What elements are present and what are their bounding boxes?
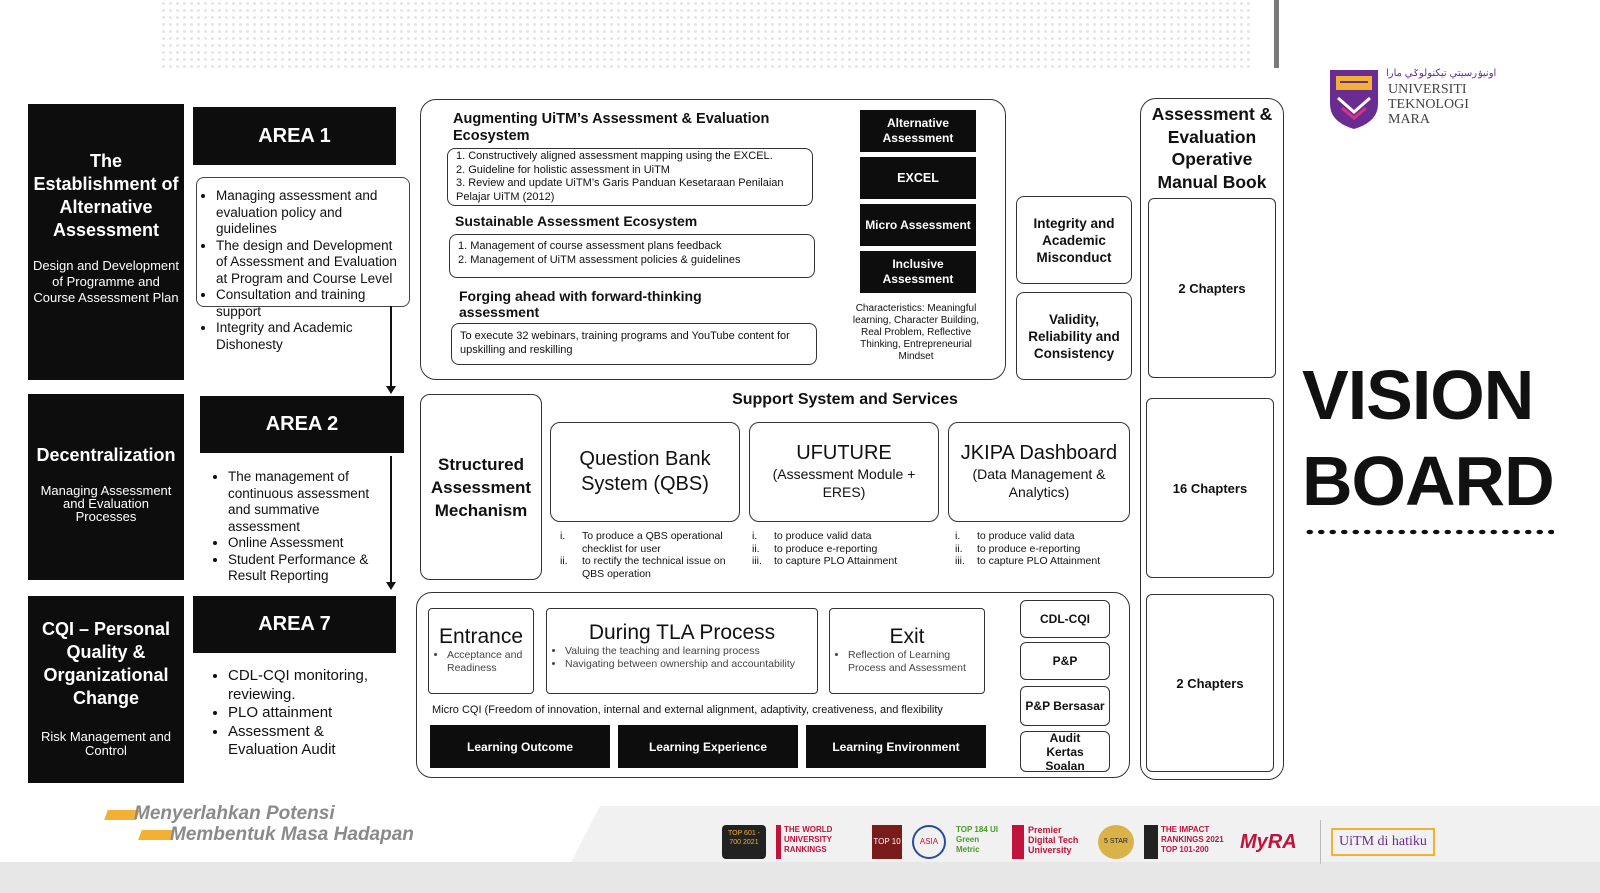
list-item: • PLO attainment — [228, 704, 392, 723]
qbs-title: Question Bank System (QBS) — [579, 448, 711, 495]
list-item: • Acceptance and Readiness — [447, 649, 527, 675]
uitm-logo — [1328, 68, 1497, 132]
slogan-line-2: Membentuk Masa Hadapan — [170, 824, 414, 845]
qbs-card — [550, 422, 740, 522]
jkipa-card — [948, 422, 1130, 522]
badge-the-impact: THE IMPACT RANKINGS 2021 TOP 101-200 — [1144, 825, 1230, 859]
list-item: 2. Management of UiTM assessment policies & guidelines — [458, 253, 741, 266]
structured-assessment-box: Structured Assessment Mechanism — [420, 394, 542, 580]
area-2-list — [212, 469, 382, 585]
side-pnp-bersasar: P&P Bersasar — [1020, 686, 1110, 726]
manual-title: Assessment & Evaluation Operative Manual Book — [1151, 104, 1273, 192]
badge-uitm-di-hatiku: UiTM di hatiku — [1331, 828, 1435, 856]
area-2-header: AREA 2 — [200, 396, 404, 453]
list-item: • Valuing the teaching and learning process — [565, 645, 811, 658]
list-index: i. — [752, 530, 758, 542]
list-text: To produce a QBS operational checklist for user — [582, 530, 723, 555]
sustain-title: Sustainable Assessment Ecosystem — [455, 213, 698, 229]
ufuture-sub: (Assessment Module + ERES) — [772, 466, 916, 500]
area-1-list — [200, 188, 400, 353]
ufuture-items — [752, 530, 942, 568]
list-text: to produce e-reporting — [977, 542, 1081, 555]
badge-asia: ASIA — [912, 825, 946, 859]
badge-5-star: 5 STAR — [1098, 825, 1134, 859]
panel-subtitle: Managing Assessment and Evaluation Processes — [40, 483, 172, 524]
badge-premier-digital: Premier Digital Tech University — [1012, 825, 1088, 859]
list-item: • Navigating between ownership and accountability — [565, 658, 811, 671]
exit-title: Exit — [889, 625, 925, 648]
ranking-badges — [722, 818, 1502, 866]
list-text: to produce valid data — [977, 530, 1075, 542]
badge-the-world-rankings: THE WORLD UNIVERSITY RANKINGS — [776, 825, 862, 859]
dotted-map-decoration — [160, 0, 1250, 68]
label-inclusive-assessment: Inclusive Assessment — [860, 251, 976, 293]
list-index: iii. — [752, 555, 762, 567]
list-item — [955, 530, 1135, 543]
list-item — [752, 543, 942, 556]
forge-box — [451, 323, 817, 365]
ufuture-card — [749, 422, 939, 522]
side-audit-kertas-soalan: Audit Kertas Soalan — [1020, 731, 1110, 772]
during-box — [546, 608, 818, 694]
arrow-line — [390, 306, 392, 388]
logo-text — [1388, 82, 1469, 127]
uitm-crest-icon — [1328, 68, 1380, 130]
panel-cqi — [28, 596, 184, 783]
list-item: • The design and Development of Assessment and Evaluation at Program and Course Level — [216, 238, 400, 288]
list-index: ii. — [955, 542, 963, 555]
chapter-box-3: 2 Chapters — [1146, 594, 1274, 772]
list-item — [560, 555, 740, 580]
panel-alternative-assessment — [28, 104, 184, 380]
qbs-items — [560, 530, 740, 580]
logo-line-2: TEKNOLOGI — [1388, 97, 1469, 112]
label-micro-assessment: Micro Assessment — [860, 204, 976, 246]
side-cdl-cqi: CDL-CQI — [1020, 600, 1110, 638]
panel-subtitle: Design and Development of Programme and Course Assessment Plan — [33, 258, 179, 305]
logo-line-3: MARA — [1388, 112, 1431, 127]
forge-title: Forging ahead with forward-thinking assessment — [459, 288, 702, 320]
list-item — [752, 530, 942, 543]
slogan-accent-2 — [138, 830, 174, 840]
list-item — [955, 555, 1135, 568]
chapter-box-1: 2 Chapters — [1148, 198, 1276, 378]
logo-jawi: اونيۏرسيتي تيکنولوݢي مارا — [1386, 68, 1497, 79]
badge-myra: MyRA — [1240, 831, 1297, 853]
area-7-header: AREA 7 — [193, 596, 396, 653]
list-text: to produce valid data — [774, 530, 872, 542]
area-7-list — [212, 667, 392, 760]
panel-title: CQI – Personal Quality & Organizational Change — [41, 619, 171, 708]
badge-top-601-700: TOP 601 - 700 2021 — [722, 825, 766, 859]
forge-text: To execute 32 webinars, training programs and YouTube content for upskilling and reskilling — [460, 330, 790, 356]
during-list — [553, 645, 811, 671]
list-item: • Consultation and training support — [216, 287, 400, 320]
list-index: i. — [560, 530, 566, 542]
integrity-box: Integrity and Academic Misconduct — [1016, 196, 1132, 284]
learning-environment: Learning Environment — [806, 725, 986, 768]
list-index: i. — [955, 530, 961, 542]
logo-line-1: UNIVERSITI — [1388, 82, 1467, 97]
augment-list — [456, 150, 808, 204]
list-index: ii. — [752, 542, 760, 555]
list-index: ii. — [560, 555, 568, 567]
micro-cqi-text: Micro CQI (Freedom of innovation, internal and external alignment, adaptivity, creativeness, and flexibility — [432, 704, 943, 716]
label-excel: EXCEL — [860, 157, 976, 199]
entrance-list — [435, 649, 527, 675]
list-item: 3. Review and update UiTM’s Garis Panduan Kesetaraan Penilaian Pelajar UiTM (2012) — [456, 177, 784, 203]
list-item: • Student Performance & Result Reporting — [228, 552, 382, 585]
learning-experience: Learning Experience — [618, 725, 798, 768]
vision-title — [1302, 352, 1582, 524]
header-divider — [1274, 0, 1279, 68]
list-item: • Reflection of Learning Process and Assessment — [848, 649, 978, 675]
slogan-line-1: Menyerlahkan Potensi — [134, 803, 335, 824]
footer-divider — [1320, 820, 1321, 864]
list-index: iii. — [955, 555, 965, 567]
chapter-box-2: 16 Chapters — [1146, 398, 1274, 578]
characteristics-text: Characteristics: Meaningful learning, Character Building, Real Problem, Reflective Thinking, Entrepreneurial Mindset — [852, 303, 980, 362]
footer-bottom-strip — [0, 862, 1600, 893]
list-item: 1. Management of course assessment plans feedback — [458, 240, 722, 252]
vision-line-2: BOARD — [1302, 442, 1554, 520]
vision-dotted-underline — [1304, 528, 1554, 536]
list-item: • Assessment & Evaluation Audit — [228, 723, 392, 760]
list-item: • The management of continuous assessment and summative assessment — [228, 469, 382, 535]
list-item: • Managing assessment and evaluation policy and guidelines — [216, 188, 400, 238]
jkipa-title: JKIPA Dashboard — [960, 442, 1118, 464]
panel-subtitle: Risk Management and Control — [40, 729, 172, 758]
during-title: During TLA Process — [588, 621, 776, 644]
augment-title: Augmenting UiTM’s Assessment & Evaluation Ecosystem — [453, 111, 770, 144]
panel-title: Decentralization — [36, 445, 176, 465]
area-1-header: AREA 1 — [193, 107, 396, 165]
entrance-title: Entrance — [438, 625, 524, 648]
jkipa-sub: (Data Management & Analytics) — [972, 466, 1106, 500]
list-item — [752, 555, 942, 568]
support-title: Support System and Services — [732, 391, 958, 408]
arrow-head — [386, 386, 396, 394]
list-item — [955, 543, 1135, 556]
list-text: to capture PLO Attainment — [774, 555, 898, 567]
list-text: to capture PLO Attainment — [977, 555, 1101, 567]
exit-box — [829, 608, 985, 694]
entrance-box — [428, 608, 534, 694]
badge-top-10: TOP 10 — [872, 825, 902, 859]
list-text: to produce e-reporting — [774, 542, 878, 555]
list-item — [560, 530, 740, 555]
sustain-list — [458, 240, 810, 267]
ufuture-title: UFUTURE — [796, 442, 892, 464]
arrow-line — [390, 456, 392, 584]
list-item: • Online Assessment — [228, 535, 382, 552]
side-pnp: P&P — [1020, 642, 1110, 680]
arrow-head — [386, 582, 396, 590]
list-item: • Integrity and Academic Dishonesty — [216, 320, 400, 353]
jkipa-items — [955, 530, 1135, 568]
list-item: 1. Constructively aligned assessment mapping using the EXCEL. — [456, 150, 773, 162]
badge-green-metric: TOP 184 UI Green Metric — [956, 825, 998, 854]
panel-title: The Establishment of Alternative Assessment — [33, 151, 179, 240]
label-alternative-assessment: Alternative Assessment — [860, 110, 976, 152]
learning-outcome: Learning Outcome — [430, 725, 610, 768]
list-item: • CDL-CQI monitoring, reviewing. — [228, 667, 392, 704]
list-text: to rectify the technical issue on QBS operation — [582, 555, 726, 580]
vision-line-1: VISION — [1302, 356, 1534, 434]
exit-list — [836, 649, 978, 675]
validity-box: Validity, Reliability and Consistency — [1016, 292, 1132, 380]
list-item: 2. Guideline for holistic assessment in UiTM — [456, 163, 670, 176]
panel-decentralization — [28, 394, 184, 580]
